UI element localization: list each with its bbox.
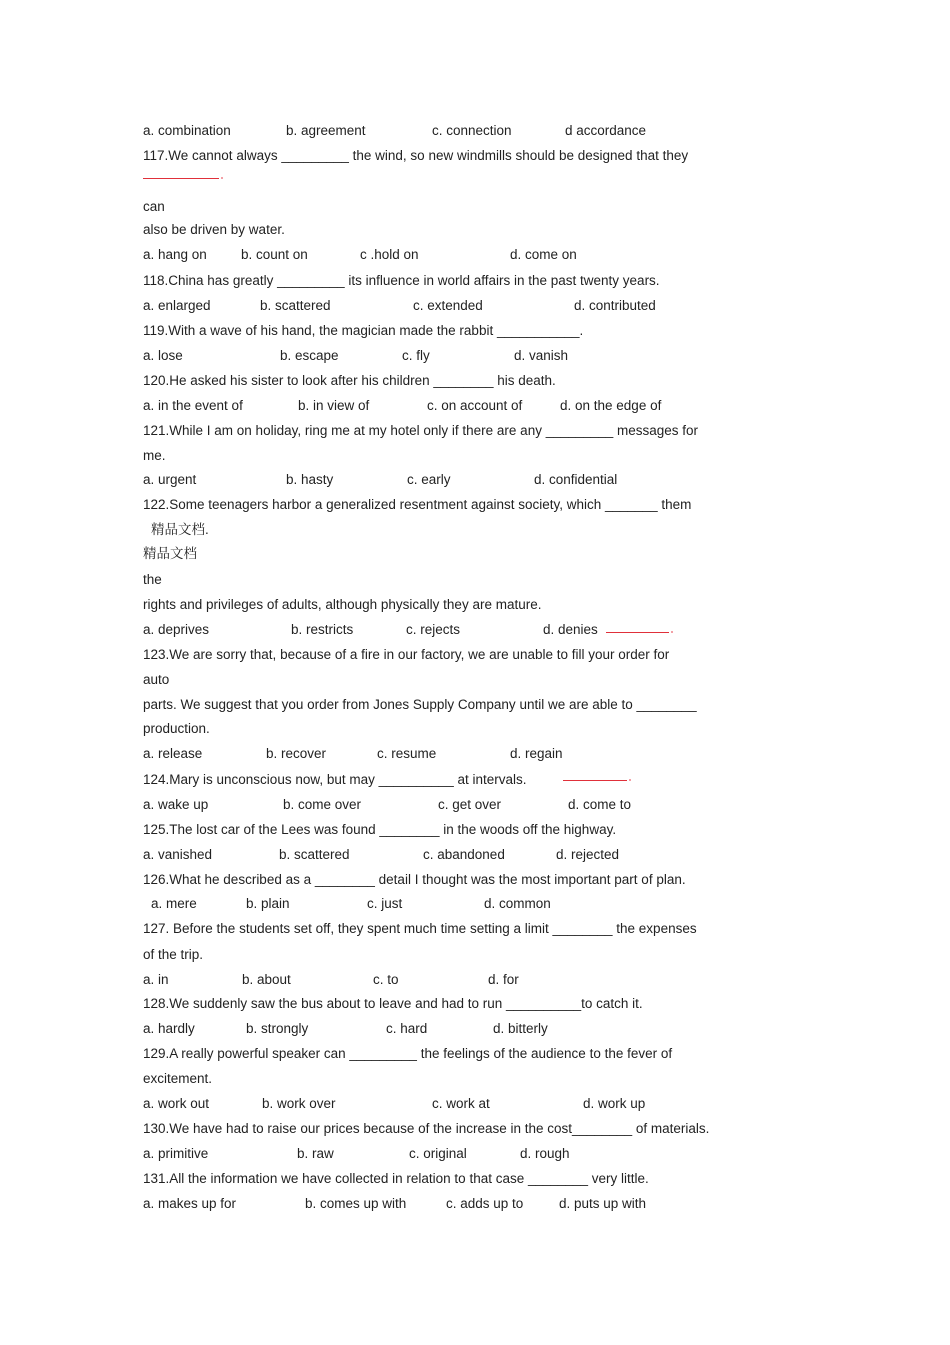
question-text: 122.Some teenagers harbor a generalized resentment against society, which _______ them bbox=[143, 497, 692, 512]
option-c: c. connection bbox=[432, 123, 512, 138]
option-c: c. adds up to bbox=[446, 1196, 524, 1211]
question-text: 125.The lost car of the Lees was found ________ in the woods off the highway. bbox=[143, 822, 617, 837]
option-a: a. hang on bbox=[143, 247, 207, 262]
red-mark bbox=[563, 780, 627, 781]
question-text: the bbox=[143, 572, 162, 587]
option-d: d. work up bbox=[583, 1096, 646, 1111]
question-text: also be driven by water. bbox=[143, 222, 285, 237]
option-d: d. puts up with bbox=[559, 1196, 647, 1211]
option-c: c. rejects bbox=[406, 622, 461, 637]
question-text: of the trip. bbox=[143, 947, 204, 962]
option-b: b. count on bbox=[241, 247, 308, 262]
option-a: a. in bbox=[143, 972, 169, 987]
option-a: a. makes up for bbox=[143, 1196, 237, 1211]
option-b: b. raw bbox=[297, 1146, 334, 1161]
question-text: 119.With a wave of his hand, the magician made the rabbit ___________. bbox=[143, 323, 584, 338]
question-text: 129.A really powerful speaker can _________ the feelings of the audience to the fever of bbox=[143, 1046, 673, 1061]
question-text: 128.We suddenly saw the bus about to leave and had to run __________to catch it. bbox=[143, 996, 643, 1011]
watermark-text: 精品文档. bbox=[151, 522, 209, 537]
option-d: d accordance bbox=[565, 123, 647, 138]
option-d: d. rejected bbox=[556, 847, 620, 862]
option-b: b. scattered bbox=[260, 298, 331, 313]
option-c: c. resume bbox=[377, 746, 437, 761]
option-d: d. regain bbox=[510, 746, 563, 761]
option-c: c. to bbox=[373, 972, 399, 987]
option-a: a. deprives bbox=[143, 622, 210, 637]
option-b: b. restricts bbox=[291, 622, 354, 637]
option-d: d. denies bbox=[543, 622, 598, 637]
question-text: excitement. bbox=[143, 1071, 213, 1086]
question-text: 121.While I am on holiday, ring me at my hotel only if there are any _________ messages for bbox=[143, 423, 699, 438]
question-text: 117.We cannot always _________ the wind, so new windmills should be designed that they bbox=[143, 148, 689, 163]
option-b: b. work over bbox=[262, 1096, 336, 1111]
question-text: rights and privileges of adults, although physically they are mature. bbox=[143, 597, 542, 612]
question-text: production. bbox=[143, 721, 210, 736]
option-c: c. on account of bbox=[427, 398, 523, 413]
option-c: c. get over bbox=[438, 797, 502, 812]
option-a: a. combination bbox=[143, 123, 231, 138]
question-text: 118.China has greatly _________ its influence in world affairs in the past twenty years. bbox=[143, 273, 660, 288]
option-b: b. agreement bbox=[286, 123, 366, 138]
option-a: a. enlarged bbox=[143, 298, 211, 313]
question-text: 124.Mary is unconscious now, but may __________ at intervals. bbox=[143, 772, 527, 787]
watermark-text: 精品文档 bbox=[143, 546, 197, 561]
option-b: b. strongly bbox=[246, 1021, 309, 1036]
question-text: auto bbox=[143, 672, 170, 687]
option-a: a. in the event of bbox=[143, 398, 243, 413]
option-c: c. original bbox=[409, 1146, 467, 1161]
option-b: b. recover bbox=[266, 746, 327, 761]
question-text: 123.We are sorry that, because of a fire in our factory, we are unable to fill your order for bbox=[143, 647, 670, 662]
red-mark bbox=[143, 178, 219, 179]
option-c: c. work at bbox=[432, 1096, 490, 1111]
option-b: b. scattered bbox=[279, 847, 350, 862]
question-text: 130.We have had to raise our prices because of the increase in the cost________ of materials. bbox=[143, 1121, 710, 1136]
option-d: d. common bbox=[484, 896, 551, 911]
option-d: d. contributed bbox=[574, 298, 656, 313]
option-d: d. bitterly bbox=[493, 1021, 548, 1036]
option-a: a. hardly bbox=[143, 1021, 195, 1036]
option-d: d. for bbox=[488, 972, 519, 987]
option-b: b. comes up with bbox=[305, 1196, 407, 1211]
option-d: d. on the edge of bbox=[560, 398, 662, 413]
option-d: d. vanish bbox=[514, 348, 569, 363]
option-c: c. extended bbox=[413, 298, 483, 313]
option-b: b. come over bbox=[283, 797, 362, 812]
question-text: can bbox=[143, 199, 165, 214]
question-text: me. bbox=[143, 448, 166, 463]
option-d: d. come to bbox=[568, 797, 632, 812]
question-text: 131.All the information we have collected in relation to that case ________ very little. bbox=[143, 1171, 649, 1186]
option-a: a. release bbox=[143, 746, 203, 761]
question-text: 120.He asked his sister to look after his children ________ his death. bbox=[143, 373, 556, 388]
option-b: b. about bbox=[242, 972, 291, 987]
option-c: c. abandoned bbox=[423, 847, 505, 862]
option-a: a. work out bbox=[143, 1096, 210, 1111]
option-a: a. wake up bbox=[143, 797, 209, 812]
option-d: d. rough bbox=[520, 1146, 570, 1161]
option-c: c .hold on bbox=[360, 247, 419, 262]
question-text: 127. Before the students set off, they spent much time setting a limit ________ the expenses bbox=[143, 921, 697, 936]
option-b: b. escape bbox=[280, 348, 339, 363]
option-a: a. vanished bbox=[143, 847, 213, 862]
option-a: a. urgent bbox=[143, 472, 197, 487]
option-a: a. mere bbox=[151, 896, 197, 911]
option-c: c. early bbox=[407, 472, 451, 487]
option-a: a. lose bbox=[143, 348, 183, 363]
option-c: c. fly bbox=[402, 348, 430, 363]
red-mark bbox=[606, 632, 669, 633]
option-b: b. in view of bbox=[298, 398, 370, 413]
option-b: b. plain bbox=[246, 896, 290, 911]
option-d: d. confidential bbox=[534, 472, 618, 487]
question-text: 126.What he described as a ________ detail I thought was the most important part of plan. bbox=[143, 872, 686, 887]
option-a: a. primitive bbox=[143, 1146, 209, 1161]
option-c: c. hard bbox=[386, 1021, 428, 1036]
option-c: c. just bbox=[367, 896, 403, 911]
question-text: parts. We suggest that you order from Jones Supply Company until we are able to ________ bbox=[143, 697, 697, 712]
option-b: b. hasty bbox=[286, 472, 334, 487]
option-d: d. come on bbox=[510, 247, 577, 262]
